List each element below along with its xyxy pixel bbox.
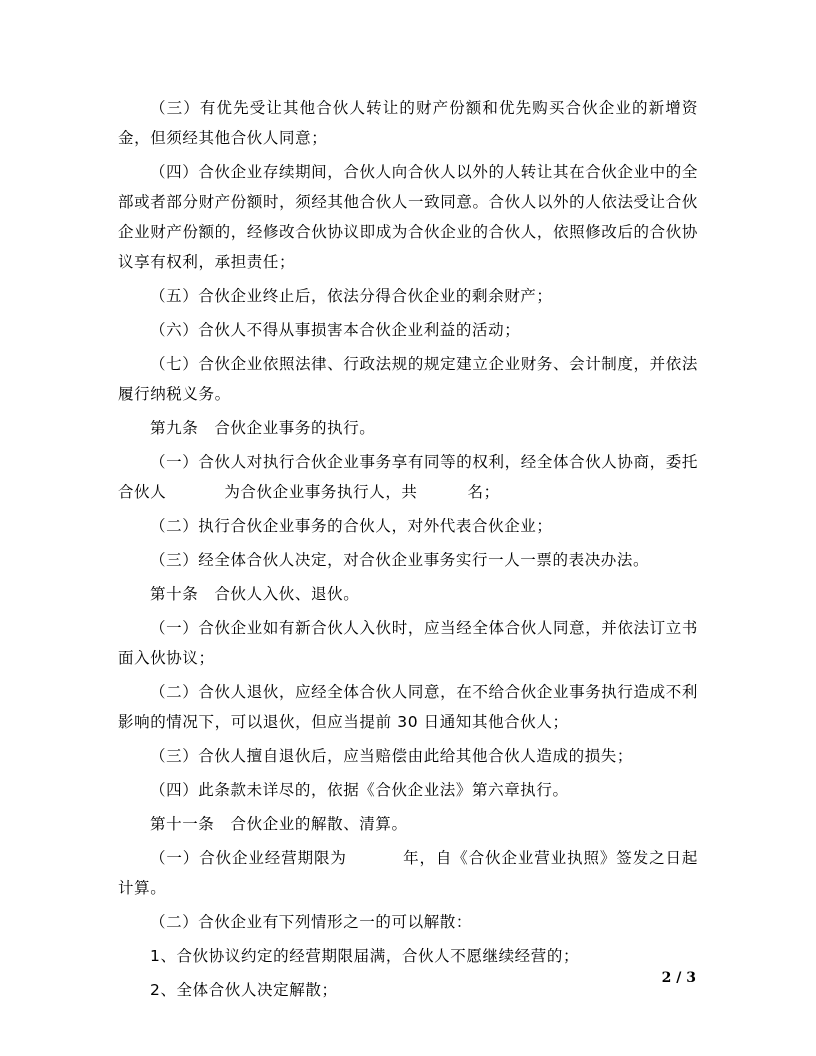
page-number: 2 / 3 [661, 970, 696, 986]
paragraph: （四）此条款未详尽的，依据《合伙企业法》第六章执行。 [150, 781, 569, 799]
article-heading: 第十条 合伙人入伙、退伙。 [150, 585, 360, 603]
paragraph: 2、全体合伙人决定解散； [150, 981, 338, 999]
paragraph [118, 447, 698, 507]
paragraph: （四）合伙企业存续期间，合伙人向合伙人以外的人转让其在合伙企业中的全部或者部分财产份额时，须经其他合伙人一致同意。合伙人以外的人依法受让合伙企业财产份额的，经修改合伙协议即成为合伙企业的合伙人，依照修改后的合伙协议享有权利，承担责任； [118, 163, 698, 271]
article-heading: 第九条 合伙企业事务的执行。 [150, 419, 376, 437]
paragraph: （六）合伙人不得从事损害本合伙企业利益的活动； [150, 321, 521, 339]
paragraph: （三）有优先受让其他合伙人转让的财产份额和优先购买合伙企业的新增资金，但须经其他合伙人同意； [118, 99, 698, 147]
paragraph: （一）合伙企业如有新合伙人入伙时，应当经全体合伙人同意，并依法订立书面入伙协议； [118, 619, 698, 667]
paragraph: （二）合伙企业有下列情形之一的可以解散： [150, 913, 473, 931]
paragraph: （二）执行合伙企业事务的合伙人，对外代表合伙企业； [150, 517, 553, 535]
text-segment: 名； [467, 483, 500, 501]
text-segment: 为合伙企业事务执行人，共 [224, 483, 418, 501]
paragraph: （三）经全体合伙人决定，对合伙企业事务实行一人一票的表决办法。 [150, 551, 650, 569]
paragraph: （三）合伙人擅自退伙后，应当赔偿由此给其他合伙人造成的损失； [150, 747, 634, 765]
paragraph: （七）合伙企业依照法律、行政法规的规定建立企业财务、会计制度，并依法履行纳税义务。 [118, 355, 698, 403]
text-segment: （一）合伙企业经营期限为 [150, 849, 347, 867]
paragraph [118, 843, 698, 903]
text-segment: 年，自《合伙企业营业执照》签发之日起计算。 [118, 849, 698, 897]
article-heading: 第十一条 合伙企业的解散、清算。 [150, 815, 408, 833]
paragraph: （五）合伙企业终止后，依法分得合伙企业的剩余财产； [150, 287, 553, 305]
document-body [118, 93, 698, 1009]
paragraph: （二）合伙人退伙，应经全体合伙人同意，在不给合伙企业事务执行造成不利影响的情况下，可以退伙，但应当提前 30 日通知其他合伙人； [118, 683, 698, 731]
text-segment: （一）合伙人对执行合伙企业事务享有同等的权利，经全体合伙人协商，委托合伙人 [118, 453, 698, 501]
paragraph: 1、合伙协议约定的经营期限届满，合伙人不愿继续经营的； [150, 947, 580, 965]
